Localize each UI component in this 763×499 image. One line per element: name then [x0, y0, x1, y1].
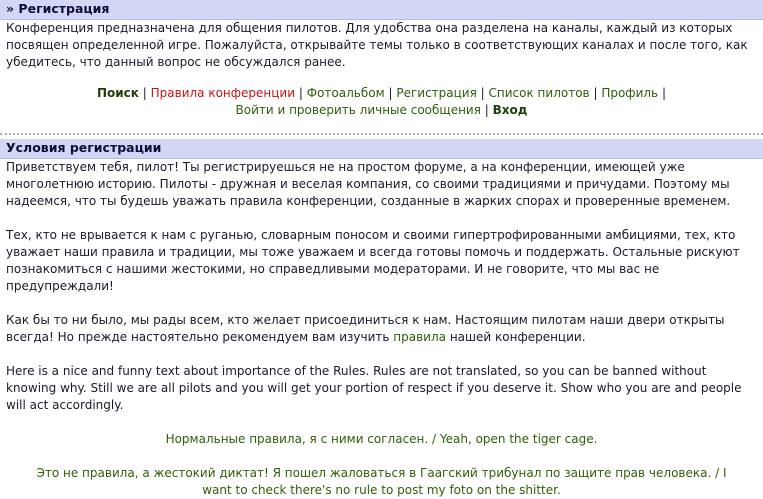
nav-separator: | — [298, 86, 303, 100]
nav-separator: | — [142, 86, 147, 100]
nav-member-list[interactable]: Список пилотов — [488, 86, 590, 100]
nav-bar — [0, 85, 763, 119]
terms-header: Условия регистрации — [0, 139, 763, 159]
nav-separator: | — [484, 103, 489, 117]
disagree-choice — [0, 465, 763, 499]
terms-paragraph-4: Here is a nice and funny text about importance of the Rules. Rules are not translated, so you can be banned without knowing why. Still we are all pilots and you will get your portion of respect if you deserve it. Show who you are and people will act accordingly. — [6, 364, 742, 412]
disagree-link[interactable]: Это не правила, а жестокий диктат! Я пошел жаловаться в Гаагский трибунал по защите прав человека. / I want to check there's no rule to post my foto on the shitter. — [36, 466, 727, 497]
terms-paragraph-3-start: Как бы то ни было, мы рады всем, кто желает присоединиться к нам. Настоящим пилотам наши двери открыты всегда! Но прежде настоятельно рекомендуем вам изучить — [6, 313, 725, 344]
intro-text: Конференция предназначена для общения пилотов. Для удобства она разделена на каналы, каждый из которых посвящен определенной игре. Пожалуйста, открывайте темы только в соответствующих каналах и после того, как убедитесь, что данный вопрос не обсуждался ранее. — [6, 21, 748, 69]
terms-paragraph-3 — [0, 312, 763, 346]
nav-profile[interactable]: Профиль — [601, 86, 659, 100]
nav-separator: | — [593, 86, 598, 100]
rules-link[interactable]: правила — [393, 330, 447, 344]
terms-paragraph-3-end: нашей конференции. — [446, 330, 586, 344]
agree-choice — [0, 431, 763, 448]
intro-header: » Регистрация — [0, 0, 763, 20]
agree-link[interactable]: Нормальные правила, я с ними согласен. / Yeah, open the tiger cage. — [165, 432, 598, 446]
nav-separator: | — [480, 86, 485, 100]
dotted-divider — [0, 133, 763, 135]
nav-search[interactable]: Поиск — [96, 86, 139, 100]
nav-login-check-messages[interactable]: Войти и проверить личные сообщения — [235, 103, 481, 117]
nav-separator: | — [388, 86, 393, 100]
nav-separator: | — [661, 86, 666, 100]
terms-paragraph-2: Тех, кто не врывается к нам с руганью, словарным поносом и своими гипертрофированными амбициями, тех, кто уважает наши правила и традиции, мы тоже уважаем и всегда готовы помочь и поддержать. Остальные рискуют познакомиться с нашими жестокими, но справедливыми модераторами. И не говорите, что мы вас не предупреждали! — [6, 228, 740, 293]
nav-register[interactable]: Регистрация — [396, 86, 477, 100]
terms-paragraph-1: Приветствуем тебя, пилот! Ты регистрируешься не на простом форуме, а на конференции, имеющей уже многолетнюю историю. Пилоты - дружная и веселая компания, со своими традициями и причудами. Поэтому мы надеемся, что ты будешь уважать правила конференции, созданные в жарких спорах и проверенные временем. — [6, 160, 731, 208]
nav-rules[interactable]: Правила конференции — [150, 86, 296, 100]
nav-photo-album[interactable]: Фотоальбом — [306, 86, 385, 100]
nav-login[interactable]: Вход — [492, 103, 528, 117]
